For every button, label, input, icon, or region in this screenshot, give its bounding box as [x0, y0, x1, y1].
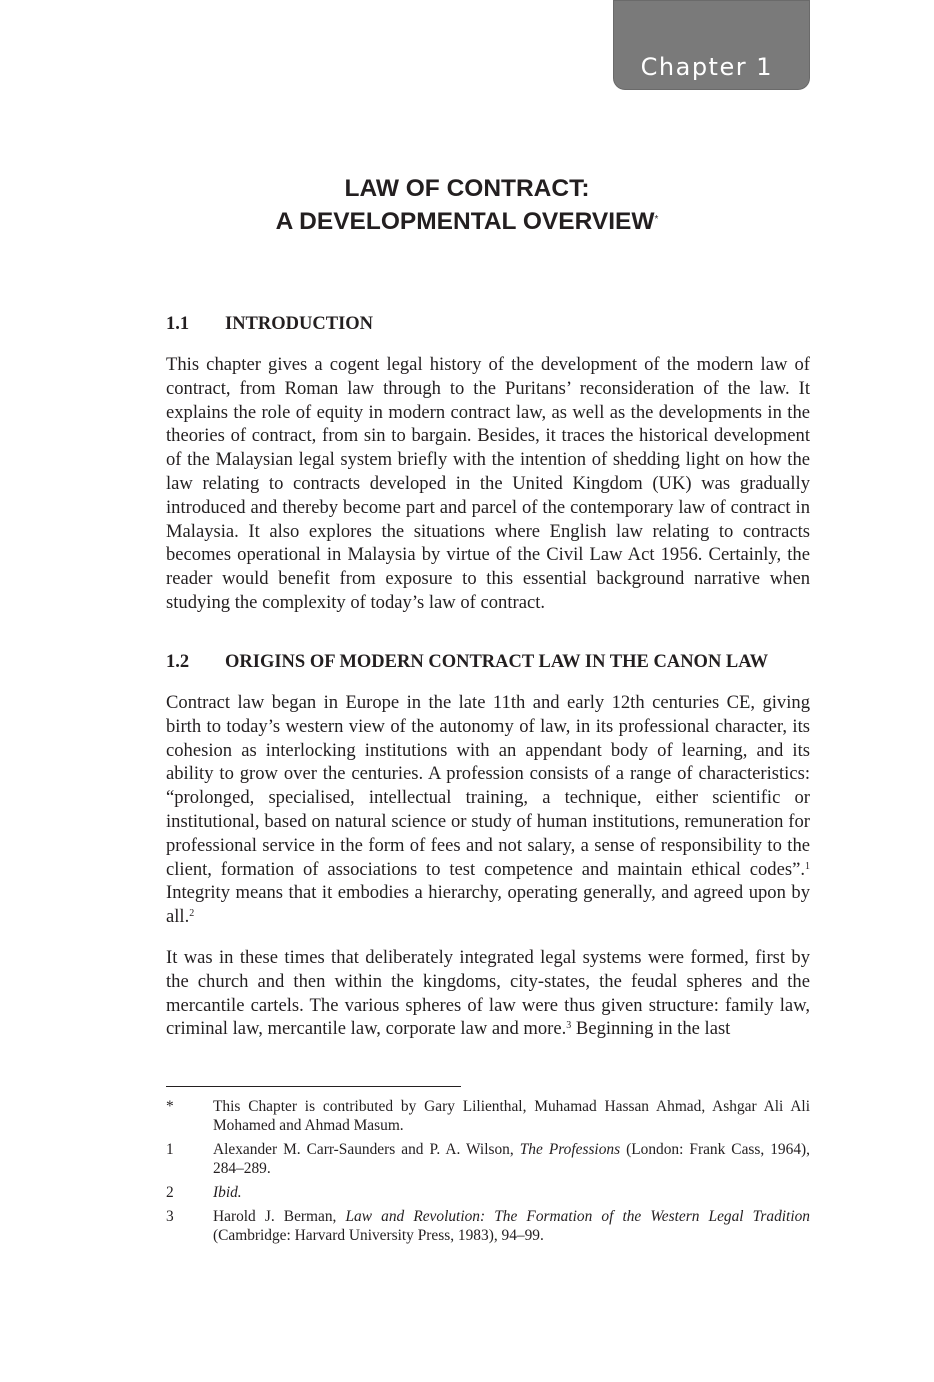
footnote — [166, 1140, 810, 1178]
section-1-1-body — [166, 353, 810, 615]
footnote-text-part: (Cambridge: Harvard University Press, 1983), 94–99. — [213, 1227, 544, 1244]
chapter-tab — [613, 0, 810, 90]
footnote-divider — [166, 1086, 461, 1087]
footnote-text — [213, 1183, 810, 1202]
footnote-text — [213, 1207, 810, 1245]
footnote-ref: 3 — [566, 1020, 572, 1032]
section-number: 1.1 — [166, 314, 190, 334]
section-title: INTRODUCTION — [225, 314, 374, 334]
paragraph-text: Contract law began in Europe in the late 11th and early 12th centuries CE, giving birth to today’s western view of the autonomy of law, in its professional character, its cohesion as interlocking institutions with an appendant body of learning, and its ability to grow over the centuries. A profession consists of a range of characteristics: “prolonged, specialised, intellectual training, a technique, either scientific or institutional, based on natural science or study of human institutions, remuneration for professional service in the form of fees and not salary, a sense of responsibility to the client, formation of associations to test competence and maintain ethical codes”. — [166, 692, 810, 880]
footnotes — [166, 1097, 810, 1250]
title-line-2-text: A DEVELOPMENTAL OVERVIEW — [275, 208, 655, 235]
footnote — [166, 1183, 810, 1202]
section-number: 1.2 — [166, 652, 190, 672]
paragraph-text: Beginning in the last — [571, 1018, 731, 1040]
paragraph: This chapter gives a cogent legal history of the development of the modern law of contract, from Roman law through to the Puritans’ reconsideration of the law. It explains the role of equity in modern contract law, as well as the developments in the theories of contract, from sin to bargain. Besides, it traces the historical development of the Malaysian legal system briefly with the intention of shedding light on how the law relating to contracts developed in the United Kingdom (UK) was gradually introduced and thereby become part and parcel of the contemporary law of contract in Malaysia. It also explores the situations where English law relating to contracts becomes operational in Malaysia by virtue of the Civil Law Act 1956. Certainly, the reader would benefit from exposure to this essential background narrative when studying the complexity of today’s law of contract. — [166, 354, 810, 613]
section-1-2-body — [166, 691, 810, 1041]
section-heading-1-1 — [166, 312, 810, 336]
paragraph — [166, 691, 810, 929]
title-line-1: LAW OF CONTRACT: — [344, 175, 590, 202]
footnote-ref: 2 — [189, 908, 195, 920]
section-title: ORIGINS OF MODERN CONTRACT LAW IN THE CANON LAW — [225, 652, 769, 672]
section-heading-1-2 — [166, 650, 810, 674]
footnote-mark: 1 — [166, 1141, 174, 1158]
title-line-2 — [0, 205, 934, 238]
footnote-book-title: The Professions — [519, 1141, 621, 1158]
footnote-ibid: Ibid. — [213, 1184, 242, 1201]
paragraph-text: It was in these times that deliberately integrated legal systems were formed, first by the church and then within the kingdoms, city-states, the feudal spheres and the mercantile cartels. The various spheres of law were thus given structure: family law, criminal law, mercantile law, corporate law and more. — [166, 946, 810, 1040]
footnote-text: This Chapter is contributed by Gary Lilienthal, Muhamad Hassan Ahmad, Ashgar Ali Ali Mohamed and Ahmad Masum. — [213, 1098, 810, 1134]
footnote-text-part: (London: Frank Cass, 1964), 284–289. — [213, 1141, 810, 1177]
footnote-text-part: Harold J. Berman, — [213, 1208, 346, 1225]
footnote-mark: * — [166, 1098, 174, 1115]
footnote — [166, 1207, 810, 1245]
footnote-book-title: Law and Revolution: The Formation of the Western Legal Tradition — [345, 1208, 810, 1225]
paragraph-text: Integrity means that it embodies a hierarchy, operating generally, and agreed upon by all. — [166, 882, 810, 928]
footnote-text-part: Alexander M. Carr-Saunders and P. A. Wilson, — [213, 1141, 520, 1158]
footnote-ref: 1 — [805, 860, 810, 872]
chapter-label: Chapter 1 — [640, 53, 773, 81]
footnote-mark: 3 — [166, 1208, 174, 1225]
title-footnote-mark: * — [654, 214, 659, 225]
page-title — [0, 172, 934, 238]
footnote-text — [213, 1140, 810, 1178]
paragraph — [166, 946, 810, 1041]
footnote — [166, 1097, 810, 1135]
footnote-mark: 2 — [166, 1184, 174, 1201]
